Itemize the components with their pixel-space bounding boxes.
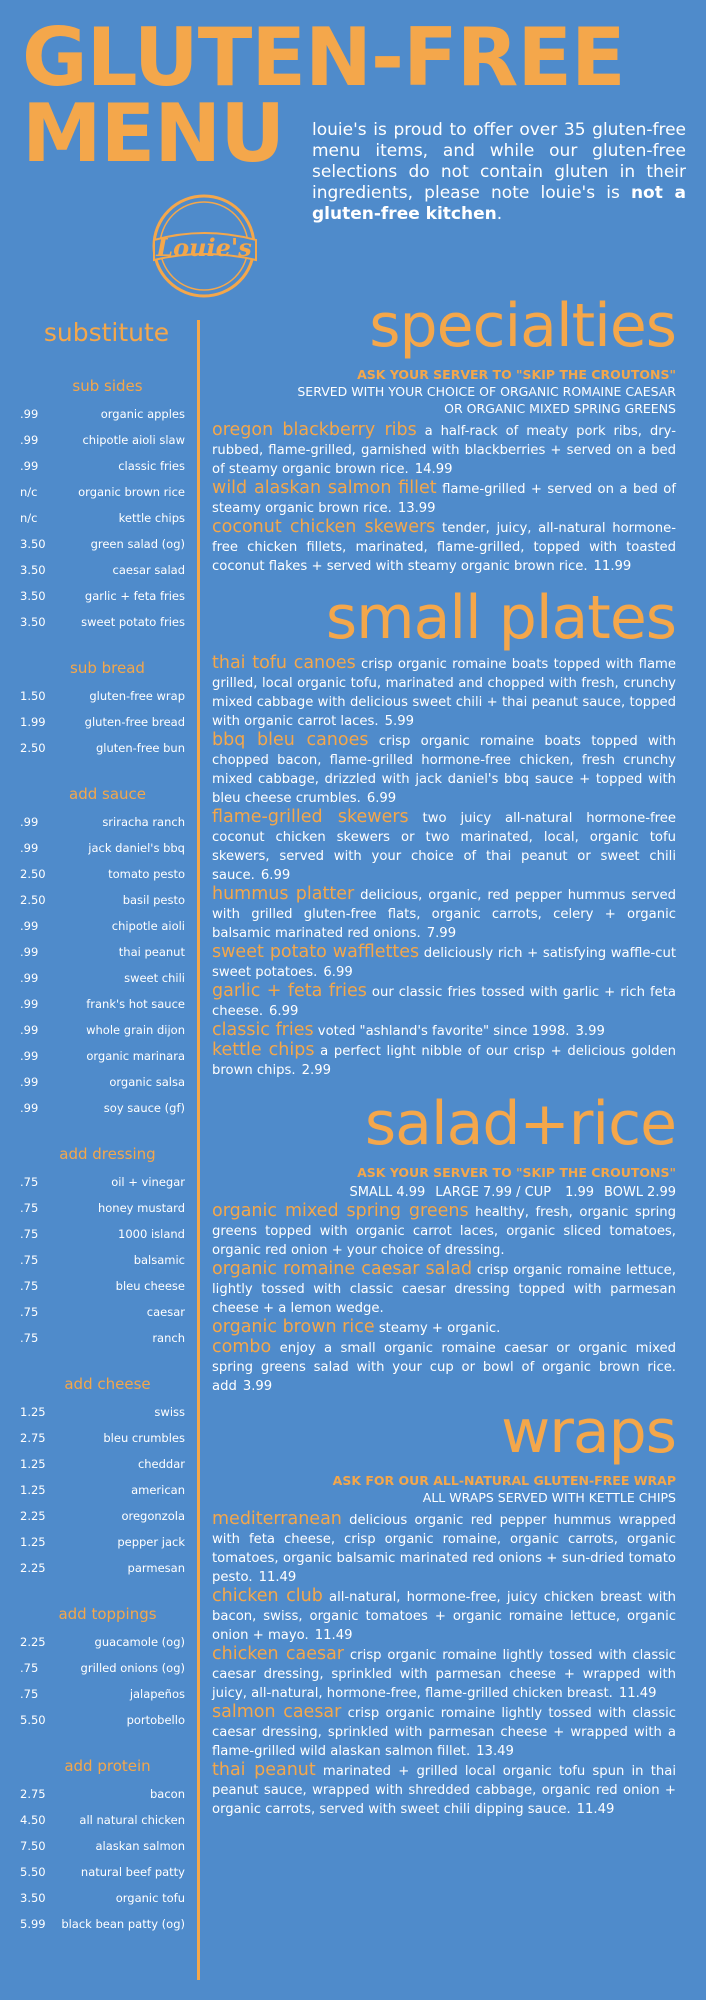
sidebar-item: [20, 609, 185, 635]
menu-item-description: steamy + organic.: [378, 1321, 501, 1336]
menu-item-price: 13.99: [397, 501, 436, 516]
menu-item: [212, 1318, 676, 1338]
salad-rice-notes: [212, 1164, 676, 1181]
sidebar-item-price: 5.50: [20, 1865, 46, 1879]
title-line-2: MENU: [22, 87, 285, 180]
sidebar-section: [20, 785, 185, 1121]
menu-item-price: 11.99: [593, 559, 632, 574]
sidebar-section: [20, 1605, 185, 1733]
menu-item: [212, 1338, 676, 1396]
sidebar-item: [20, 809, 185, 835]
specialties-note-line: SERVED WITH YOUR CHOICE OF ORGANIC ROMAINE CAESAR: [297, 384, 676, 399]
sidebar-section-title: add cheese: [64, 1375, 151, 1393]
sidebar-item-price: .99: [20, 945, 39, 959]
sidebar-item-name: gluten-free bread: [84, 715, 185, 729]
column-divider: [197, 320, 200, 1980]
menu-item-description: two juicy all-natural hormone-free coconut chicken skewers or two marinated, local, organic tofu skewers, served with your choice of thai peanut or sweet chili sauce.: [212, 811, 676, 883]
sidebar-item-price: .99: [20, 815, 39, 829]
menu-item: [212, 982, 676, 1021]
intro-bold: not a gluten-free kitchen: [312, 183, 686, 224]
sidebar-item: [20, 1017, 185, 1043]
sidebar-item-price: .75: [20, 1331, 39, 1345]
menu-item-price: 6.99: [323, 965, 353, 980]
sidebar-item: [20, 735, 185, 761]
sidebar-item-name: kettle chips: [118, 511, 185, 525]
menu-item-name: mediterranean: [212, 1509, 342, 1529]
sidebar-item-price: 2.25: [20, 1509, 46, 1523]
size-price: 7.99 / CUP: [483, 1185, 552, 1200]
sidebar-section: [20, 1757, 185, 1937]
size-label: BOWL: [604, 1185, 644, 1200]
sidebar-item: [20, 427, 185, 453]
small-plates-title: small plates: [325, 583, 676, 653]
sidebar-item: [20, 1169, 185, 1195]
sidebar-item: [20, 683, 185, 709]
sidebar-item-price: 2.75: [20, 1431, 46, 1445]
small-plates-items: [212, 654, 676, 1080]
sidebar-item-price: 1.99: [20, 715, 46, 729]
sidebar-item-price: .99: [20, 459, 39, 473]
sidebar-item-name: sriracha ranch: [102, 815, 185, 829]
size-price: 2.99: [647, 1185, 676, 1200]
sidebar-item: [20, 1681, 185, 1707]
wraps-note-line: ALL WRAPS SERVED WITH KETTLE CHIPS: [422, 1490, 676, 1505]
sidebar-item-name: organic marinara: [86, 1049, 185, 1063]
sidebar-item-price: 7.50: [20, 1839, 46, 1853]
menu-item-price: 6.99: [366, 791, 397, 806]
sidebar-item-price: .99: [20, 407, 39, 421]
sidebar-item: [20, 1859, 185, 1885]
menu-item-description: flame-grilled + served on a bed of steamy organic brown rice.: [212, 482, 676, 516]
menu-item-price: 11.49: [618, 1686, 657, 1701]
sidebar-item-price: 1.50: [20, 689, 46, 703]
louies-logo: [140, 190, 268, 302]
sidebar-item: [20, 505, 185, 531]
menu-item-price: 6.99: [269, 1004, 299, 1019]
menu-item: [212, 1587, 676, 1645]
sidebar-item-price: .75: [20, 1227, 39, 1241]
sidebar-item-name: oil + vinegar: [111, 1175, 185, 1189]
sidebar-item: [20, 913, 185, 939]
menu-item: [212, 1645, 676, 1703]
sidebar-item-name: ranch: [152, 1331, 185, 1345]
sidebar-item-price: 2.25: [20, 1561, 46, 1575]
menu-item: [212, 885, 676, 943]
sidebar-item-price: 2.50: [20, 893, 46, 907]
sidebar-item-price: n/c: [20, 511, 38, 525]
sidebar-item-name: jalapeños: [129, 1687, 185, 1701]
menu-item-name: organic brown rice: [212, 1317, 375, 1337]
sidebar-item-name: bleu crumbles: [103, 1431, 185, 1445]
sidebar-item-name: bacon: [150, 1787, 185, 1801]
sidebar-section-title: add dressing: [59, 1145, 156, 1163]
menu-item-price: 11.49: [576, 1802, 615, 1817]
sidebar-item-name: garlic + feta fries: [84, 589, 185, 603]
menu-item: [212, 654, 676, 731]
menu-item-description: our classic fries tossed with garlic + rich feta cheese.: [212, 985, 676, 1019]
sidebar-item: [20, 531, 185, 557]
sidebar-item: [20, 1529, 185, 1555]
sidebar-section-title: add toppings: [58, 1605, 157, 1623]
specialties-notes: [212, 366, 676, 417]
sidebar-item: [20, 939, 185, 965]
sidebar-item: [20, 1195, 185, 1221]
menu-item-name: hummus platter: [212, 884, 355, 904]
sidebar-section: [20, 377, 185, 635]
sidebar-item-name: 1000 island: [118, 1227, 185, 1241]
sidebar-item: [20, 479, 185, 505]
sidebar-item: [20, 709, 185, 735]
size-label: SMALL: [349, 1185, 393, 1200]
size-price: 1.99: [565, 1185, 595, 1200]
sidebar-item: [20, 1707, 185, 1733]
menu-item-name: thai tofu canoes: [212, 653, 356, 673]
sidebar-item: [20, 1221, 185, 1247]
sidebar-item-name: whole grain dijon: [86, 1023, 185, 1037]
sidebar-item: [20, 1555, 185, 1581]
menu-item-name: combo: [212, 1337, 272, 1357]
sidebar-item: [20, 1425, 185, 1451]
sidebar-item-name: swiss: [154, 1405, 185, 1419]
sidebar-item-name: green salad (og): [90, 537, 185, 551]
menu-item-name: oregon blackberry ribs: [212, 420, 417, 440]
menu-item-price: 14.99: [414, 462, 453, 477]
sidebar-item-name: sweet potato fries: [81, 615, 185, 629]
sidebar-item-name: american: [131, 1483, 185, 1497]
menu-item-name: chicken club: [212, 1586, 323, 1606]
sidebar-item-name: honey mustard: [97, 1201, 185, 1215]
sidebar-item: [20, 1655, 185, 1681]
menu-item: [212, 731, 676, 808]
sidebar-item-price: .99: [20, 997, 39, 1011]
salad-rice-items: [212, 1202, 676, 1396]
menu-item-price: 3.99: [575, 1024, 605, 1039]
menu-item-price: 11.49: [258, 1570, 297, 1585]
sidebar-item-price: 4.50: [20, 1813, 46, 1827]
menu-item-description: delicious organic red pepper hummus wrapped with feta cheese, crisp organic romaine, organic carrots, organic tomatoes, organic balsamic marinated red onions + sun-dried tomato pesto.: [212, 1513, 676, 1585]
sidebar-item-price: 1.25: [20, 1405, 46, 1419]
menu-item: [212, 1510, 676, 1587]
wraps-items: [212, 1510, 676, 1819]
sidebar-item: [20, 1781, 185, 1807]
menu-item-name: thai peanut: [212, 1760, 316, 1780]
sidebar-section-title: sub sides: [72, 377, 143, 395]
menu-item: [212, 518, 676, 576]
salad-rice-section: [212, 1088, 676, 1396]
sidebar-item-name: guacamole (og): [94, 1635, 185, 1649]
sidebar-item-name: balsamic: [133, 1253, 185, 1267]
menu-item: [212, 1041, 676, 1080]
sidebar-item-name: tomato pesto: [108, 867, 185, 881]
sidebar-item-price: .99: [20, 919, 39, 933]
menu-item-description: crisp organic romaine boats topped with flame grilled, local organic tofu, marinated and chopped with fresh, crunchy mixed cabbage with delicious sweet chili + thai peanut sauce, topped with organic carrot laces.: [212, 657, 676, 729]
menu-item-description: marinated + grilled local organic tofu spun in thai peanut sauce, wrapped with shredded cabbage, organic red onion + organic carrots, served with sweet chili dipping sauce.: [212, 1764, 676, 1817]
sidebar-item: [20, 401, 185, 427]
wraps-notes: [212, 1472, 676, 1506]
sidebar-item-name: sweet chili: [124, 971, 185, 985]
sidebar-item-price: 5.50: [20, 1713, 46, 1727]
menu-item-name: salmon caesar: [212, 1702, 342, 1722]
sidebar-item: [20, 1833, 185, 1859]
menu-item-description: healthy, fresh, organic spring greens topped with organic carrot laces, organic sliced tomatoes, organic red onion + your choice of dressing.: [212, 1205, 676, 1258]
menu-item: [212, 479, 676, 518]
small-plates-section: [212, 582, 676, 1080]
sidebar-item-price: 1.25: [20, 1535, 46, 1549]
menu-main: [212, 290, 676, 1819]
specialties-note-line: OR ORGANIC MIXED SPRING GREENS: [444, 401, 676, 416]
menu-item-name: sweet potato wafflettes: [212, 942, 420, 962]
intro-end: .: [496, 204, 503, 224]
sidebar-item: [20, 965, 185, 991]
sidebar-item: [20, 1911, 185, 1937]
sidebar-item: [20, 1629, 185, 1655]
menu-item: [212, 1202, 676, 1260]
sidebar-item-name: basil pesto: [122, 893, 185, 907]
sidebar-item: [20, 1503, 185, 1529]
sidebar-item: [20, 557, 185, 583]
sidebar-item-price: .99: [20, 1049, 39, 1063]
sidebar-item: [20, 1477, 185, 1503]
title-line-1: GLUTEN-FREE: [22, 11, 625, 104]
sidebar-item-name: caesar salad: [112, 563, 185, 577]
sidebar-item-price: .99: [20, 841, 39, 855]
menu-item-price: 11.49: [314, 1628, 353, 1643]
sidebar-item-price: .99: [20, 1101, 39, 1115]
sidebar-item-price: .75: [20, 1175, 39, 1189]
sidebar-item-price: .75: [20, 1279, 39, 1293]
menu-item-description: crisp organic romaine boats topped with chopped bacon, flame-grilled hormone-free chicken, fresh crunchy mixed cabbage, drizzled with jack daniel's bbq sauce + topped with bleu cheese crumbles.: [212, 734, 676, 806]
sidebar-item-name: cheddar: [137, 1457, 185, 1471]
sidebar-item-name: grilled onions (og): [80, 1661, 185, 1675]
sidebar-item: [20, 1451, 185, 1477]
logo-text: Louie's: [156, 233, 252, 262]
sidebar-item-name: frank's hot sauce: [86, 997, 185, 1011]
sidebar-item-price: 3.50: [20, 1891, 46, 1905]
menu-item: [212, 943, 676, 982]
sidebar-item: [20, 1043, 185, 1069]
menu-item-description: all-natural, hormone-free, juicy chicken breast with bacon, swiss, organic tomatoes + organic romaine lettuce, organic onion + mayo.: [212, 1590, 676, 1643]
sidebar-item-name: parmesan: [127, 1561, 185, 1575]
sidebar-item-name: bleu cheese: [115, 1279, 185, 1293]
sidebar-item-price: .99: [20, 971, 39, 985]
menu-item-name: chicken caesar: [212, 1644, 344, 1664]
substitute-sidebar: [20, 318, 185, 1961]
sidebar-item: [20, 1807, 185, 1833]
specialties-note-highlight: ASK YOUR SERVER TO "SKIP THE CROUTONS": [357, 367, 676, 382]
menu-item-description: crisp organic romaine lettuce, lightly tossed with classic caesar dressing topped with parmesan cheese + a lemon wedge.: [212, 1263, 676, 1316]
menu-item-price: 2.99: [301, 1063, 331, 1078]
menu-item-description: a half-rack of meaty pork ribs, dry-rubbed, flame-grilled, garnished with blackberries + served on a bed of steamy organic brown rice.: [212, 424, 676, 477]
sidebar-item-price: 3.50: [20, 563, 46, 577]
sidebar-section-title: add sauce: [69, 785, 146, 803]
menu-item-price: 5.99: [384, 714, 414, 729]
sidebar-item-name: alaskan salmon: [95, 1839, 185, 1853]
size-option: [349, 1185, 425, 1200]
sidebar-item-price: .75: [20, 1253, 39, 1267]
menu-item: [212, 421, 676, 479]
menu-item-description: voted "ashland's favorite" since 1998.: [317, 1024, 570, 1039]
sidebar-item: [20, 1095, 185, 1121]
sidebar-item-name: soy sauce (gf): [103, 1101, 185, 1115]
specialties-section: [212, 290, 676, 576]
sidebar-section: [20, 1375, 185, 1581]
sidebar-item: [20, 1273, 185, 1299]
wraps-title: wraps: [501, 1397, 676, 1467]
sidebar-item-name: oregonzola: [121, 1509, 185, 1523]
menu-item-price: 3.99: [242, 1379, 273, 1394]
menu-item: [212, 1761, 676, 1819]
menu-item-name: coconut chicken skewers: [212, 517, 436, 537]
sidebar-item: [20, 1885, 185, 1911]
sidebar-item: [20, 453, 185, 479]
sidebar-item-name: caesar: [146, 1305, 185, 1319]
menu-item: [212, 1703, 676, 1761]
wraps-note-highlight: ASK FOR OUR ALL-NATURAL GLUTEN-FREE WRAP: [332, 1473, 676, 1488]
sidebar-section-title: add protein: [64, 1757, 151, 1775]
sidebar-item-price: 1.25: [20, 1457, 46, 1471]
sidebar-item-name: organic salsa: [109, 1075, 185, 1089]
sidebar-item-price: .99: [20, 1023, 39, 1037]
menu-item-name: wild alaskan salmon fillet: [212, 478, 437, 498]
sidebar-item-name: organic tofu: [115, 1891, 185, 1905]
sidebar-item-name: natural beef patty: [80, 1865, 185, 1879]
menu-item: [212, 808, 676, 885]
wraps-section: [212, 1396, 676, 1819]
menu-item-description: crisp organic romaine lightly tossed with classic caesar dressing, sprinkled with parmesan cheese + wrapped with juicy, all-natural, hormone-free, flame-grilled chicken breast.: [212, 1648, 676, 1701]
sidebar-item: [20, 835, 185, 861]
menu-item-name: kettle chips: [212, 1040, 315, 1060]
menu-item-price: 6.99: [260, 868, 291, 883]
sidebar-item-name: organic apples: [100, 407, 185, 421]
menu-item: [212, 1021, 676, 1041]
salad-rice-title: salad+rice: [364, 1089, 676, 1159]
menu-item-name: organic romaine caesar salad: [212, 1259, 473, 1279]
sidebar-heading: substitute: [43, 318, 170, 347]
sidebar-item-price: 2.75: [20, 1787, 46, 1801]
sidebar-item-price: 1.25: [20, 1483, 46, 1497]
sidebar-item-name: organic brown rice: [78, 485, 185, 499]
sidebar-item-price: 2.50: [20, 867, 46, 881]
sidebar-item-name: black bean patty (og): [61, 1917, 185, 1931]
menu-item: [212, 1260, 676, 1318]
sidebar-item-price: .75: [20, 1687, 39, 1701]
sidebar-item-name: chipotle aioli: [111, 919, 185, 933]
intro-text: louie's is proud to offer over 35 gluten-free menu items, and while our gluten-free selections do not contain gluten in their ingredients, please note louie's is: [312, 120, 686, 203]
sidebar-item: [20, 1299, 185, 1325]
sidebar-item-price: 5.99: [20, 1917, 46, 1931]
size-option: [435, 1185, 551, 1200]
salad-rice-note-highlight: ASK YOUR SERVER TO "SKIP THE CROUTONS": [357, 1165, 676, 1180]
sidebar-item-price: .75: [20, 1201, 39, 1215]
size-option: [561, 1185, 594, 1200]
sidebar-item-name: gluten-free wrap: [89, 689, 185, 703]
menu-item-description: deliciously rich + satisfying waffle-cut sweet potatoes.: [212, 946, 676, 980]
menu-item-description: crisp organic romaine lightly tossed with classic caesar dressing, sprinkled with parmesan cheese + wrapped with a flame-grilled wild alaskan salmon fillet.: [212, 1706, 676, 1759]
sidebar-item: [20, 887, 185, 913]
size-option: [604, 1185, 676, 1200]
sidebar-item: [20, 1069, 185, 1095]
sidebar-item: [20, 583, 185, 609]
sidebar-item-name: thai peanut: [118, 945, 185, 959]
sidebar-item-price: 2.25: [20, 1635, 46, 1649]
size-label: LARGE: [435, 1185, 480, 1200]
sidebar-item-price: .75: [20, 1305, 39, 1319]
specialties-title: specialties: [369, 291, 676, 361]
sidebar-item: [20, 991, 185, 1017]
sidebar-item-price: .99: [20, 1075, 39, 1089]
sidebar-item-name: gluten-free bun: [95, 741, 185, 755]
sidebar-item-name: jack daniel's bbq: [88, 841, 185, 855]
menu-item-price: 7.99: [426, 926, 457, 941]
sidebar-item-price: .99: [20, 433, 39, 447]
size-price: 4.99: [396, 1185, 426, 1200]
sidebar-item-price: 3.50: [20, 615, 46, 629]
sidebar-item-price: 3.50: [20, 537, 46, 551]
intro-paragraph: [312, 120, 686, 225]
menu-item-description: tender, juicy, all-natural hormone-free chicken fillets, marinated, flame-grilled, topped with toasted coconut flakes + served with steamy organic brown rice.: [212, 521, 676, 574]
sidebar-item-name: chipotle aioli slaw: [82, 433, 185, 447]
sidebar-section: [20, 659, 185, 761]
sidebar-section: [20, 1145, 185, 1351]
sidebar-item: [20, 1399, 185, 1425]
sidebar-item-price: 2.50: [20, 741, 46, 755]
sidebar-item: [20, 1247, 185, 1273]
menu-item-name: classic fries: [212, 1020, 314, 1040]
menu-item-description: a perfect light nibble of our crisp + delicious golden brown chips.: [212, 1044, 676, 1078]
menu-item-name: organic mixed spring greens: [212, 1201, 469, 1221]
menu-item-price: 13.49: [476, 1744, 514, 1759]
sidebar-item-price: 3.50: [20, 589, 46, 603]
salad-rice-sizes: [212, 1185, 676, 1200]
menu-item-description: enjoy a small organic romaine caesar or organic mixed spring greens salad with your cup or bowl of organic brown rice. add: [212, 1341, 676, 1394]
menu-item-name: bbq bleu canoes: [212, 730, 369, 750]
sidebar-item-name: all natural chicken: [79, 1813, 185, 1827]
specialties-items: [212, 421, 676, 576]
menu-item-name: garlic + feta fries: [212, 981, 367, 1001]
sidebar-item-price: .75: [20, 1661, 39, 1675]
sidebar-item-price: n/c: [20, 485, 38, 499]
sidebar-item-name: portobello: [126, 1713, 185, 1727]
sidebar-item: [20, 1325, 185, 1351]
menu-item-description: delicious, organic, red pepper hummus served with grilled gluten-free flats, organic carrots, celery + organic balsamic marinated red onions.: [212, 888, 676, 941]
sidebar-item: [20, 861, 185, 887]
sidebar-item-name: pepper jack: [117, 1535, 185, 1549]
sidebar-section-title: sub bread: [70, 659, 145, 677]
sidebar-item-name: classic fries: [118, 459, 185, 473]
menu-item-name: flame-grilled skewers: [212, 807, 409, 827]
